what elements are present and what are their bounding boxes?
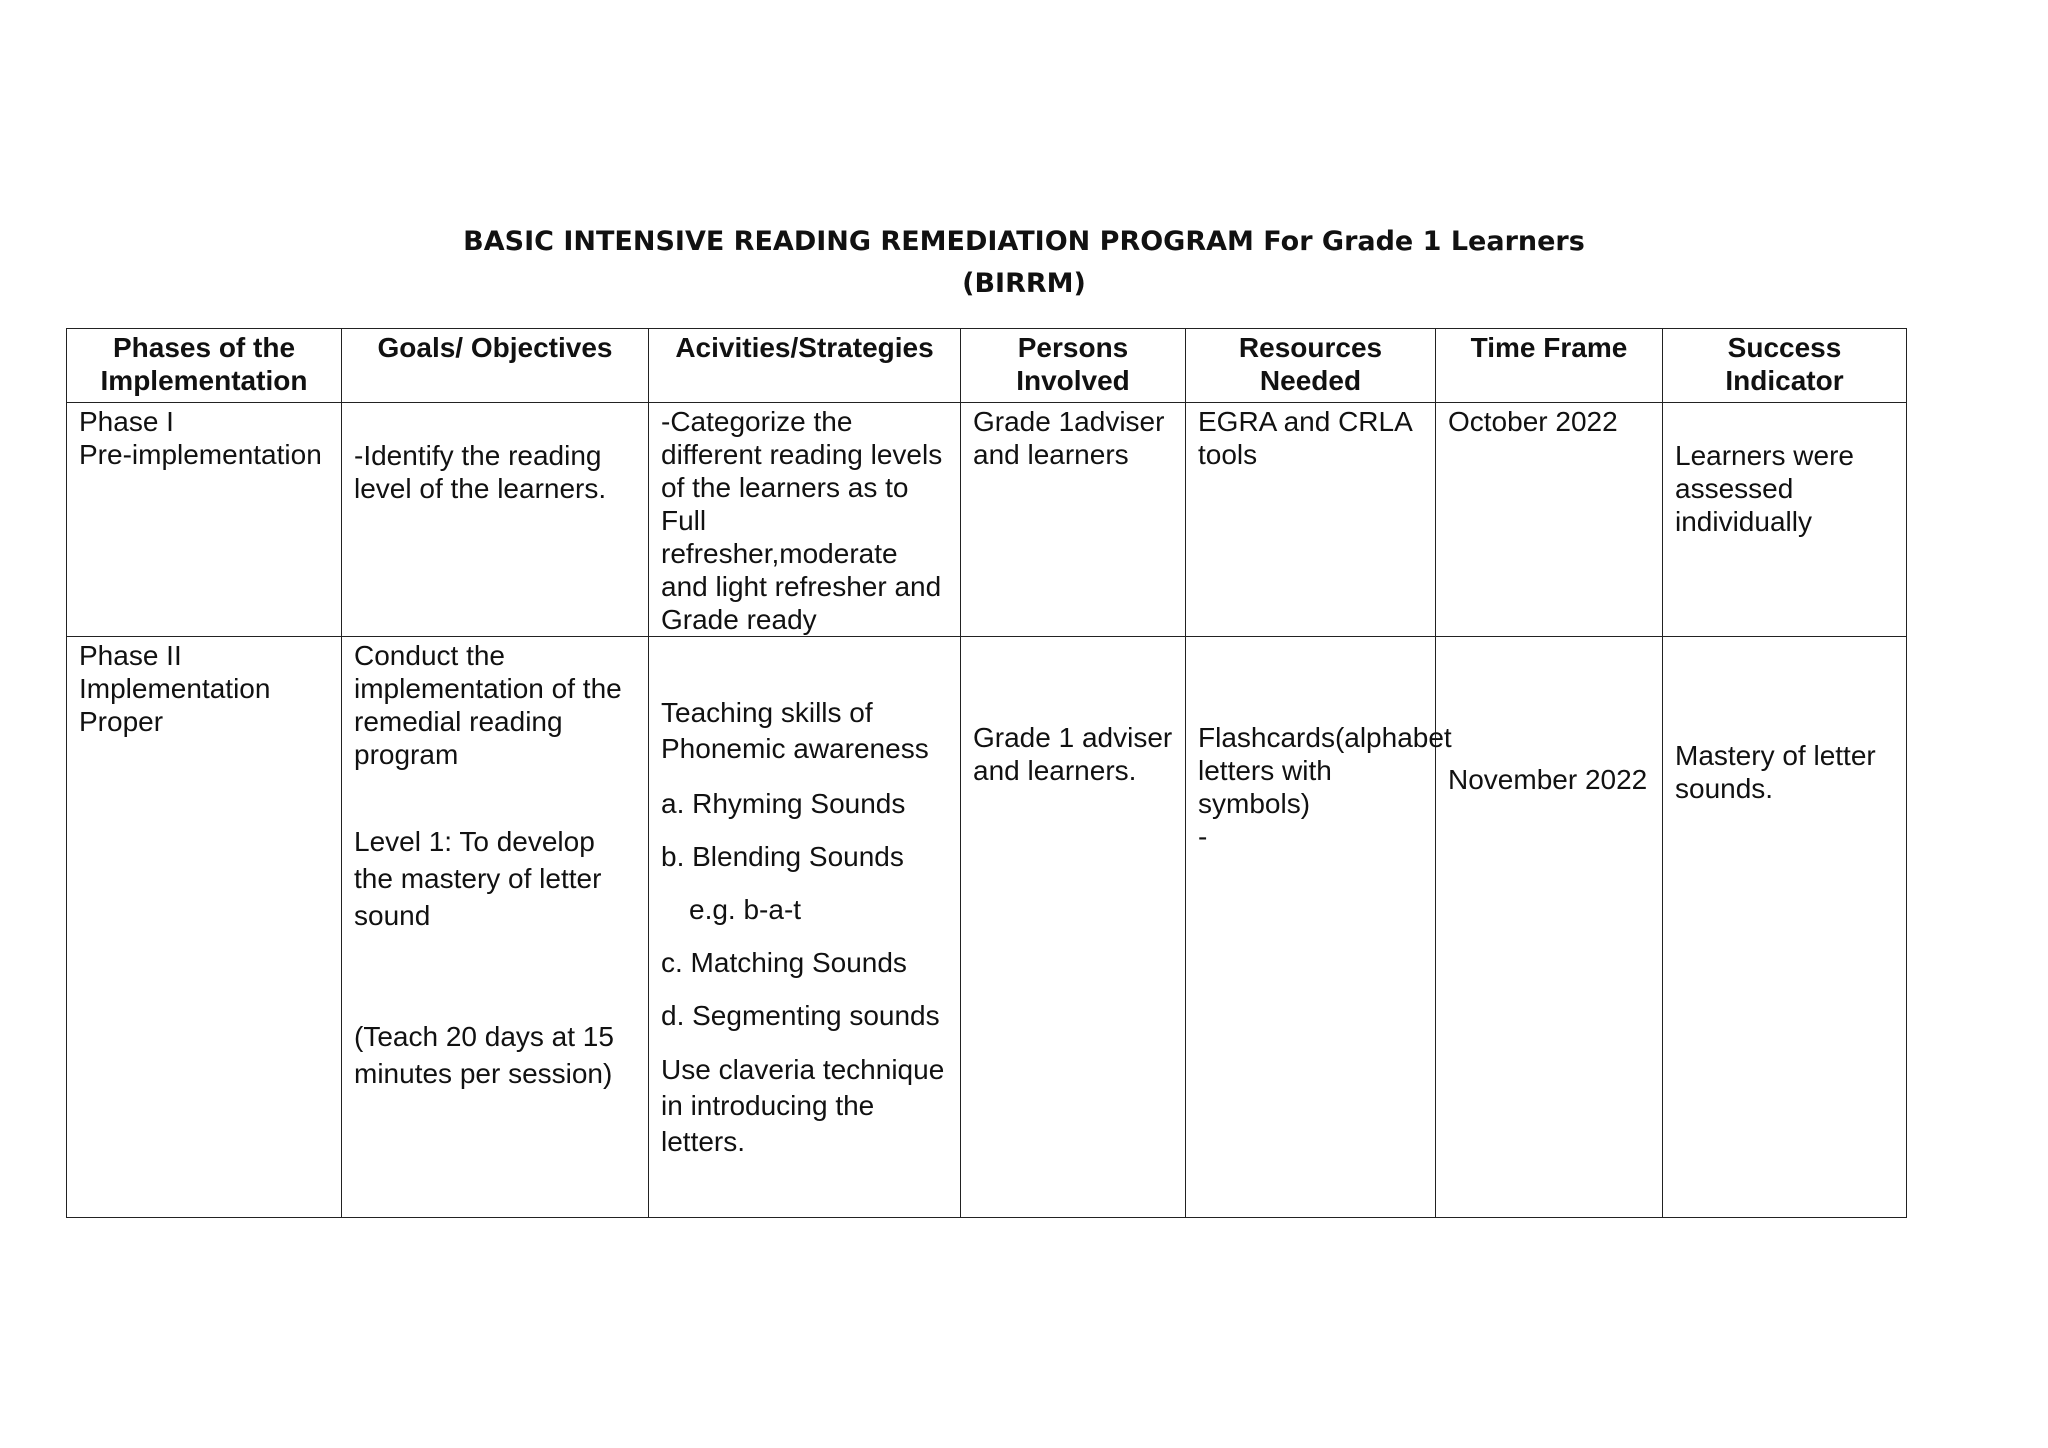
resources-text: EGRA and CRLA tools	[1198, 406, 1412, 470]
persons-text: Grade 1 adviser and learners.	[973, 722, 1173, 786]
document-subtitle: (BIRRM)	[962, 268, 1086, 299]
phase-name: Pre-implementation	[79, 439, 322, 470]
persons-text: Grade 1adviser and learners	[973, 406, 1165, 470]
cell-phase	[67, 403, 342, 637]
activity-item: b. Blending Sounds	[661, 841, 904, 872]
activity-intro: Teaching skills of Phonemic awareness	[661, 697, 929, 764]
cell-activity	[649, 637, 961, 1218]
activity-item: d. Segmenting sounds	[661, 1000, 940, 1031]
cell-goal	[342, 403, 649, 637]
cell-persons	[961, 637, 1186, 1218]
activity-example: e.g. b-a-t	[689, 894, 802, 925]
header-success-indicator: Success Indicator	[1663, 329, 1907, 403]
goal-text: -Identify the reading level of the learners.	[354, 440, 607, 504]
phase-name: Implementation Proper	[79, 673, 271, 737]
header-resources: Resources Needed	[1186, 329, 1436, 403]
time-frame-text: November 2022	[1448, 764, 1648, 795]
cell-success	[1663, 403, 1907, 637]
cell-activity	[649, 403, 961, 637]
time-frame-text: October 2022	[1448, 406, 1618, 437]
header-time-frame: Time Frame	[1436, 329, 1663, 403]
cell-goal	[342, 637, 649, 1218]
resources-dash: -	[1198, 821, 1208, 852]
success-text: Mastery of letter sounds.	[1675, 740, 1876, 804]
goal-level-text: Level 1: To develop the mastery of letter sound	[354, 826, 602, 931]
cell-resources	[1186, 403, 1436, 637]
table-header-row	[67, 329, 1907, 403]
activity-item: a. Rhyming Sounds	[661, 788, 906, 819]
cell-phase	[67, 637, 342, 1218]
table-row	[67, 403, 1907, 637]
cell-time-frame	[1436, 637, 1663, 1218]
table-row	[67, 637, 1907, 1218]
cell-persons	[961, 403, 1186, 637]
activity-text: -Categorize the different reading levels of the learners as to Full refresher,moderate and light refresher and Grade ready	[661, 406, 943, 635]
phase-label: Phase I	[79, 406, 174, 437]
cell-resources	[1186, 637, 1452, 1218]
success-text: Learners were assessed individually	[1675, 440, 1854, 537]
activity-item: c. Matching Sounds	[661, 947, 907, 978]
header-goals: Goals/ Objectives	[342, 329, 649, 403]
resources-text: Flashcards(alphabet letters with symbols)	[1198, 722, 1452, 819]
cell-time-frame	[1436, 403, 1663, 637]
goal-text: Conduct the implementation of the remedial reading program	[354, 640, 622, 770]
header-phases: Phases of the Implementation	[67, 329, 342, 403]
activity-note: Use claveria technique in introducing the letters.	[661, 1054, 945, 1157]
program-table	[66, 328, 1907, 1218]
phase-label: Phase II	[79, 640, 182, 671]
cell-success	[1663, 637, 1907, 1218]
header-activities: Acivities/Strategies	[649, 329, 961, 403]
header-persons: Persons Involved	[961, 329, 1186, 403]
goal-schedule-text: (Teach 20 days at 15 minutes per session)	[354, 1021, 614, 1089]
document-title: BASIC INTENSIVE READING REMEDIATION PROGRAM For Grade 1 Learners	[463, 226, 1585, 257]
